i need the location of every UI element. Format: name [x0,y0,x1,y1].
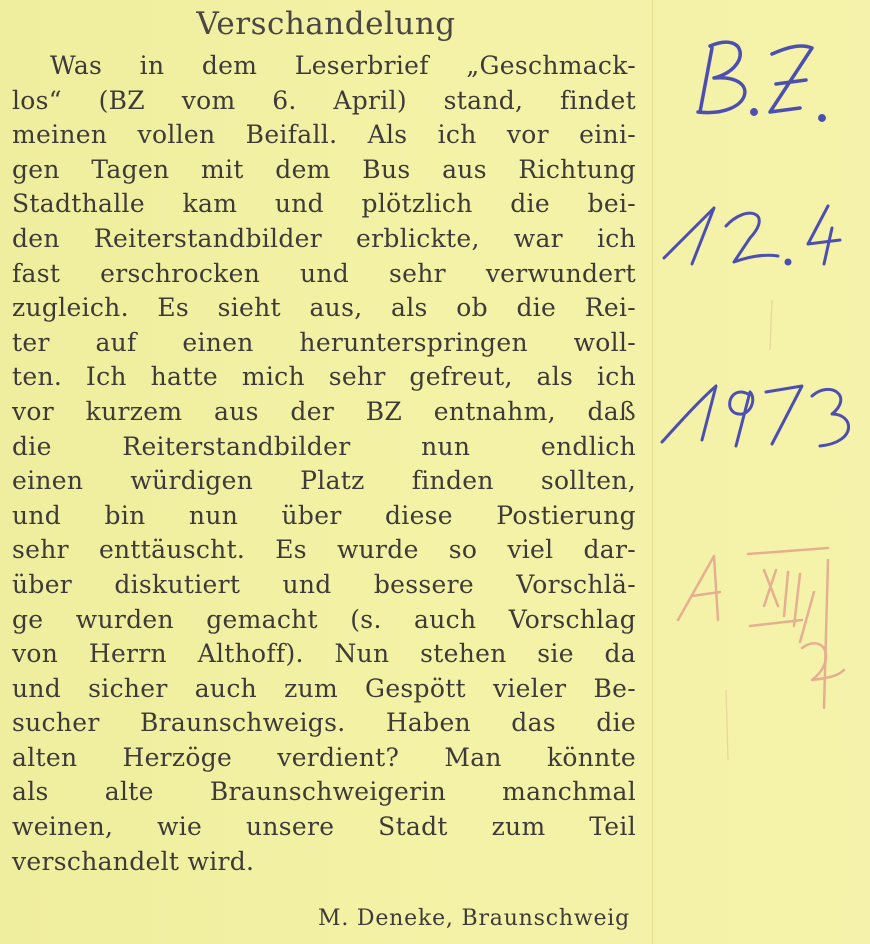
pencil-archive-mark [678,548,844,708]
handwritten-notes-drawing [652,0,870,944]
article-line: meinen vollen Beifall. Als ich vor eini- [12,120,636,150]
article-line: gen Tagen mit dem Bus aus Richtung [12,154,636,184]
article-line: über diskutiert und bessere Vorschlä- [12,569,636,599]
handwritten-source-note [698,42,824,120]
article-line: fast erschrocken und sehr verwundert [12,258,636,288]
article-line: als alte Braunschweigerin manchmal [12,777,636,807]
article-line: los“ (BZ vom 6. April) stand, findet [12,85,636,115]
article-line: ge wurden gemacht (s. auch Vorschlag [12,604,636,634]
article-line: vor kurzem aus der BZ entnahm, daß [12,396,636,426]
article-line: alten Herzöge verdient? Man könnte [12,742,636,772]
article-line: weinen, wie unsere Stadt zum Teil [12,812,636,842]
article-line: von Herrn Althoff). Nun stehen sie da [12,639,636,669]
article-line: den Reiterstandbilder erblickte, war ich [12,223,636,253]
article-line: ten. Ich hatte mich sehr gefreut, als ich [12,362,636,392]
faint-pencil-strokes [726,300,772,760]
article-line: und bin nun über diese Postierung [12,500,636,530]
article-line: die Reiterstandbilder nun endlich [12,431,636,461]
article-line: einen würdigen Platz finden sollten, [12,466,636,496]
article-line: sucher Braunschweigs. Haben das die [12,708,636,738]
article-line: und sicher auch zum Gespött vieler Be- [12,673,636,703]
article-text [12,49,636,879]
handwritten-date-note [664,206,840,264]
article-line: Stadthalle kam und plötzlich die bei- [12,189,636,219]
article-signature: M. Deneke, Braunschweig [318,906,630,931]
article-line: Was in dem Leserbrief „Geschmack- [50,51,636,80]
handwritten-annotations [652,0,870,944]
article-line: sehr enttäuscht. Es wurde so viel dar- [12,535,636,565]
article-headline: Verschandelung [196,6,456,42]
article-line: ter auf einen herunterspringen woll- [12,327,636,357]
article-line: zugleich. Es sieht aus, als ob die Rei- [12,293,636,323]
article-line: verschandelt wird. [12,846,255,876]
handwritten-year-note [662,386,849,446]
